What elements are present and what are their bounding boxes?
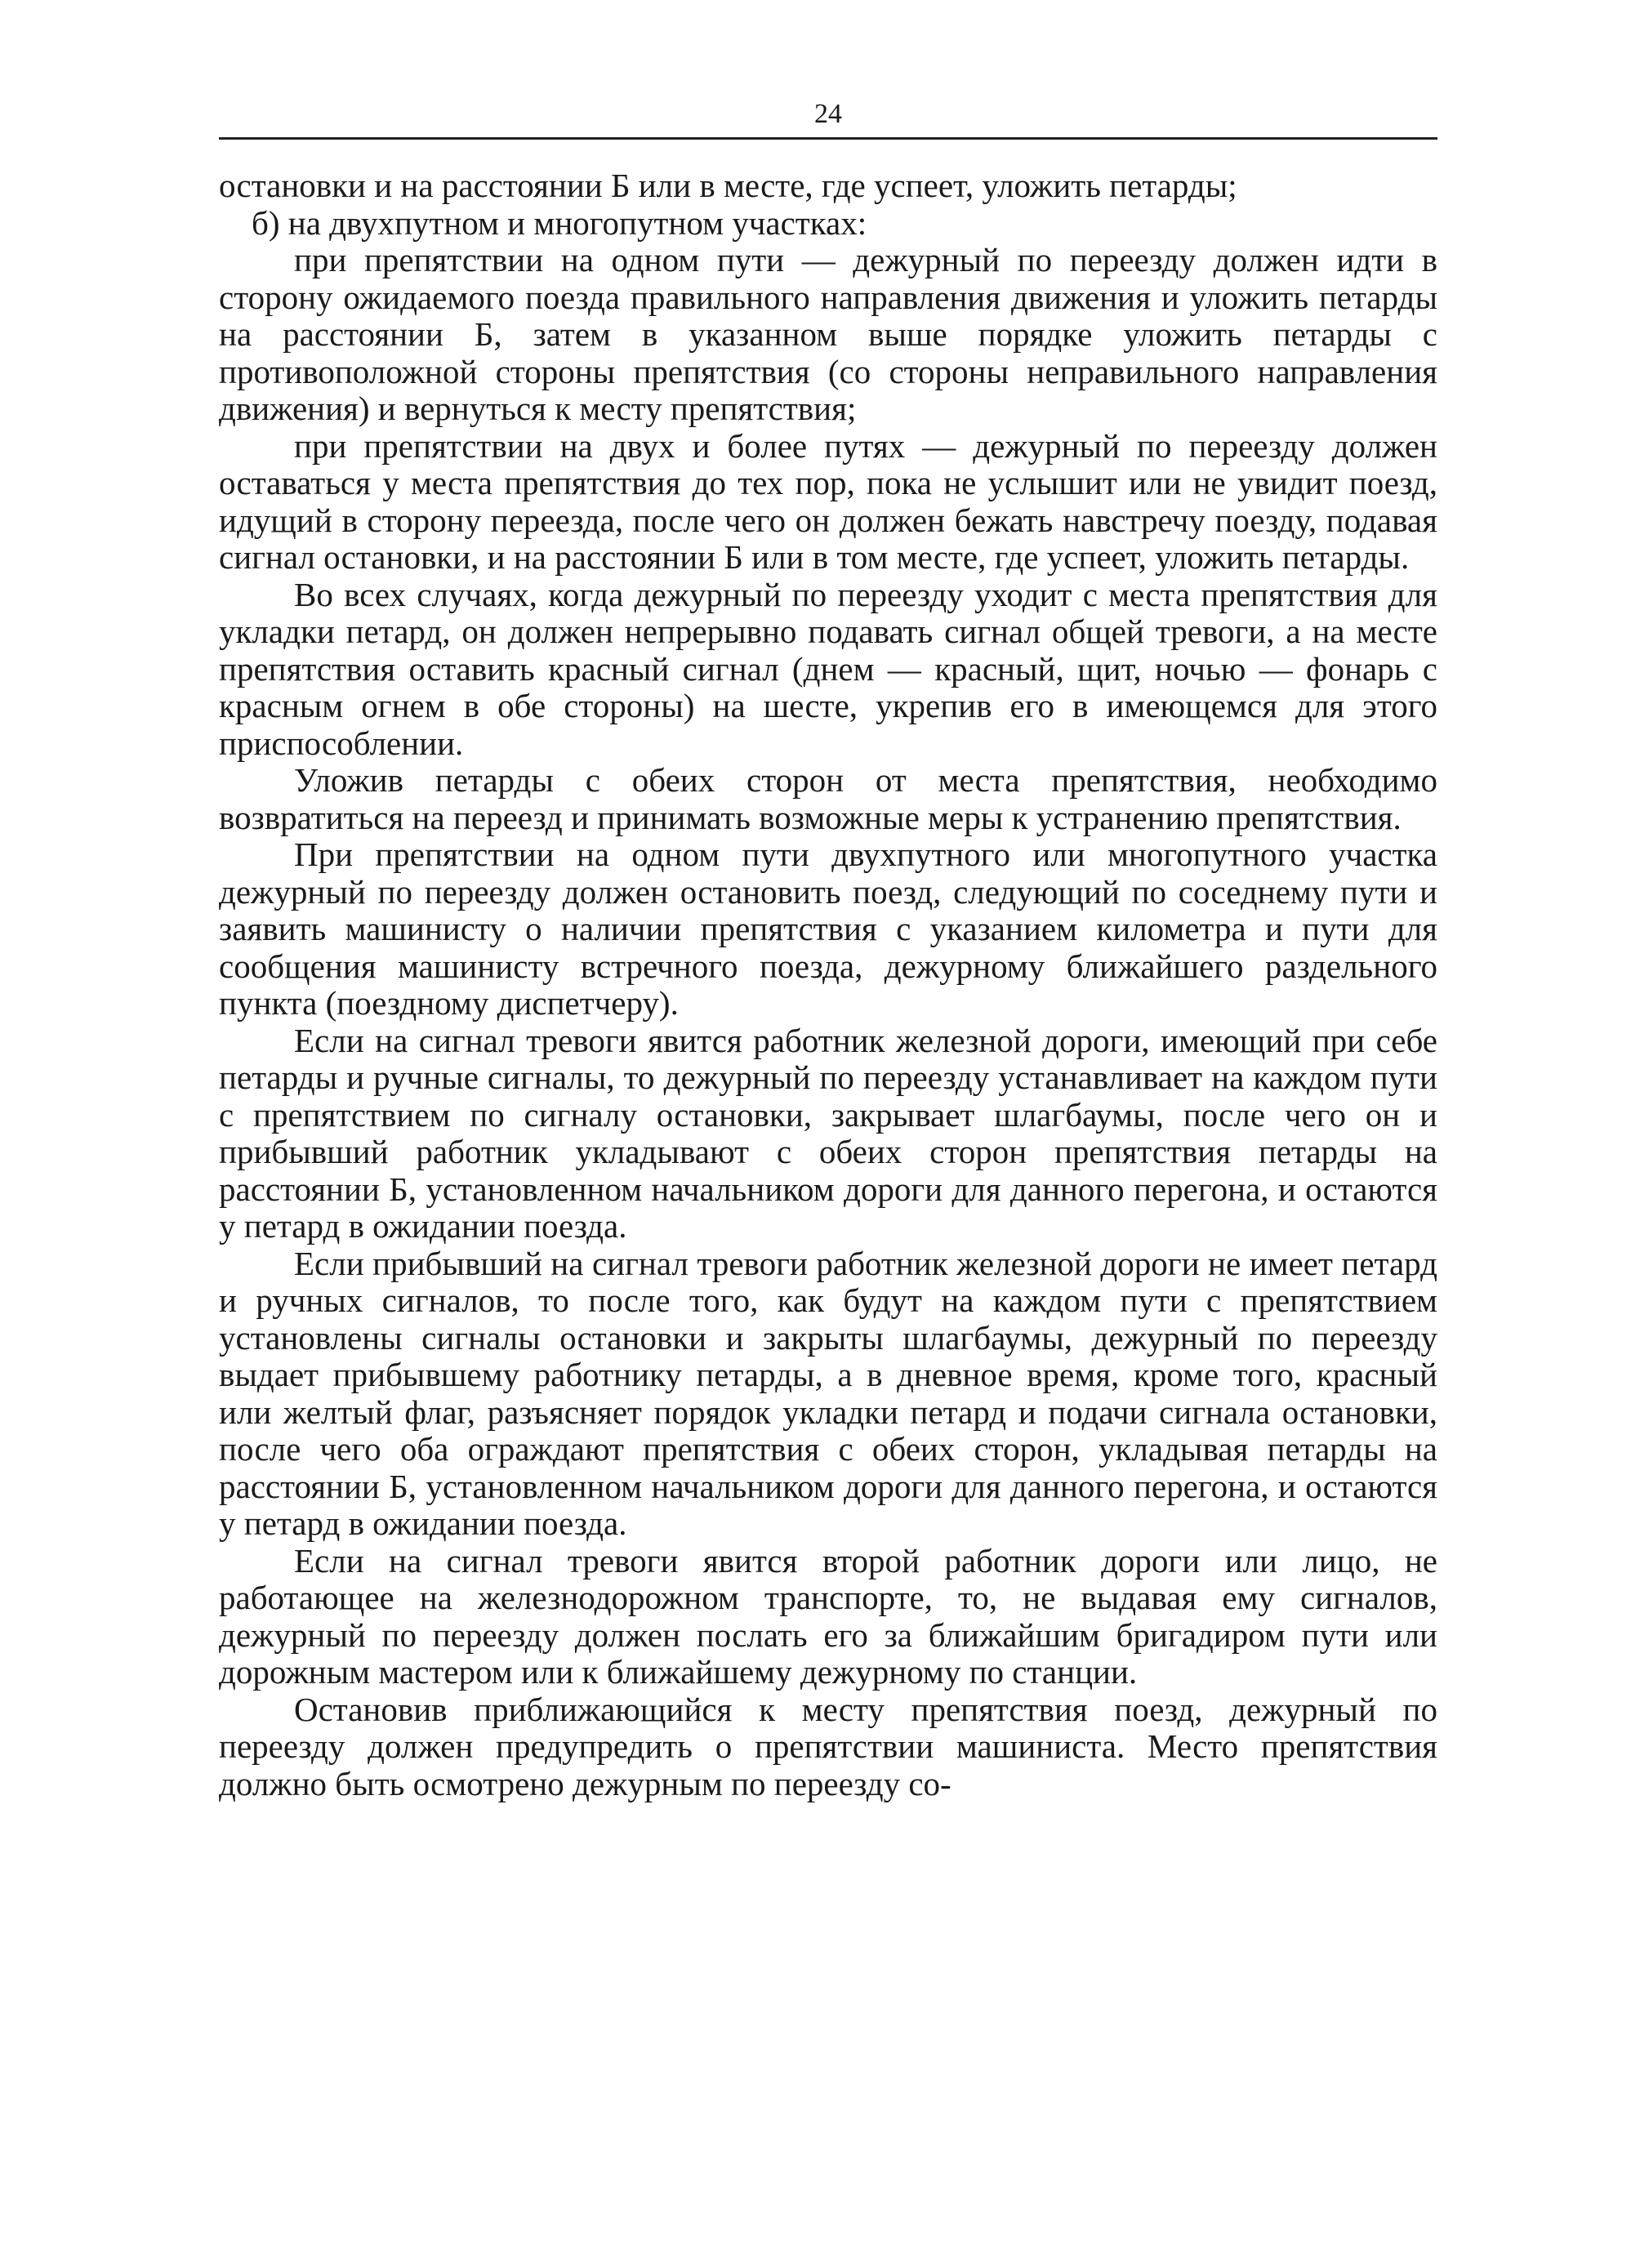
paragraph-2: б) на двухпутном и многопутном участках: xyxy=(252,203,867,242)
paragraph-11: Остановив приближающийся к месту препятствия поезд, дежурный по переезду должен предупредить о препятствии машиниста. Место препятствия должно быть осмотрено дежурным по переезду со- xyxy=(219,1690,1437,1802)
paragraph-6: Уложив петарды с обеих сторон от места препятствия, необходимо возвратиться на переезд и принимать возможные меры к устранению препятствия. xyxy=(219,761,1437,836)
paragraph-7: При препятствии на одном пути двухпутного или многопутного участка дежурный по переезду должен остановить поезд, следующий по соседнему пути и заявить машинисту о наличии препятствия с указанием километра и пути для сообщения машинисту встречного поезда, дежурному ближайшего раздельного пункта (поездному диспетчеру). xyxy=(219,835,1437,1022)
paragraph-3: при препятствии на одном пути — дежурный по переезду должен идти в сторону ожидаемого поезда правильного направления движения и уложить петарды на расстоянии Б, затем в указанном выше порядке уложить петарды с противоположной стороны препятствия (со стороны неправильного направления движения) и вернуться к месту препятствия; xyxy=(219,241,1437,427)
page-number: 24 xyxy=(814,99,842,129)
paragraph-10: Если на сигнал тревоги явится второй работник дороги или лицо, не работающее на железнодорожном транспорте, то, не выдавая ему сигналов, дежурный по переезду должен послать его за ближайшим бригадиром пути или дорожным мастером или к ближайшему дежурному по станции. xyxy=(219,1541,1437,1691)
body-text xyxy=(219,167,1437,1802)
paragraph-5: Во всех случаях, когда дежурный по переезду уходит с места препятствия для укладки петард, он должен непрерывно подавать сигнал общей тревоги, а на месте препятствия оставить красный сигнал (днем — красный, щит, ночью — фонарь с красным огнем в обе стороны) на шесте, укрепив его в имеющемся для этого приспособлении. xyxy=(219,575,1437,762)
paragraph-9: Если прибывший на сигнал тревоги работник железной дороги не имеет петард и ручных сигналов, то после того, как будут на каждом пути с препятствием установлены сигналы остановки и закрыты шлагбаумы, дежурный по переезду выдает прибывшему работнику петарды, а в дневное время, кроме того, красный или желтый флаг, разъясняет порядок укладки петард и подачи сигнала остановки, после чего оба ограждают препятствия с обеих сторон, укладывая петарды на расстоянии Б, установленном начальником дороги для данного перегона, и остаются у петард в ожидании поезда. xyxy=(219,1244,1437,1542)
paragraph-8: Если на сигнал тревоги явится работник железной дороги, имеющий при себе петарды и ручные сигналы, то дежурный по переезду устанавливает на каждом пути с препятствием по сигналу остановки, закрывает шлагбаумы, после чего он и прибывший работник укладывают с обеих сторон препятствия петарды на расстоянии Б, установленном начальником дороги для данного перегона, и остаются у петард в ожидании поезда. xyxy=(219,1021,1437,1245)
header-rule xyxy=(219,137,1437,140)
paragraph-4: при препятствии на двух и более путях — дежурный по переезду должен оставаться у места препятствия до тех пор, пока не услышит или не увидит поезд, идущий в сторону переезда, после чего он должен бежать навстречу поезду, подавая сигнал остановки, и на расстоянии Б или в том месте, где успеет, уложить петарды. xyxy=(219,426,1437,576)
paragraph-1: остановки и на расстоянии Б или в месте, где успеет, уложить петарды; xyxy=(219,167,1237,204)
document-page xyxy=(219,98,1437,2221)
